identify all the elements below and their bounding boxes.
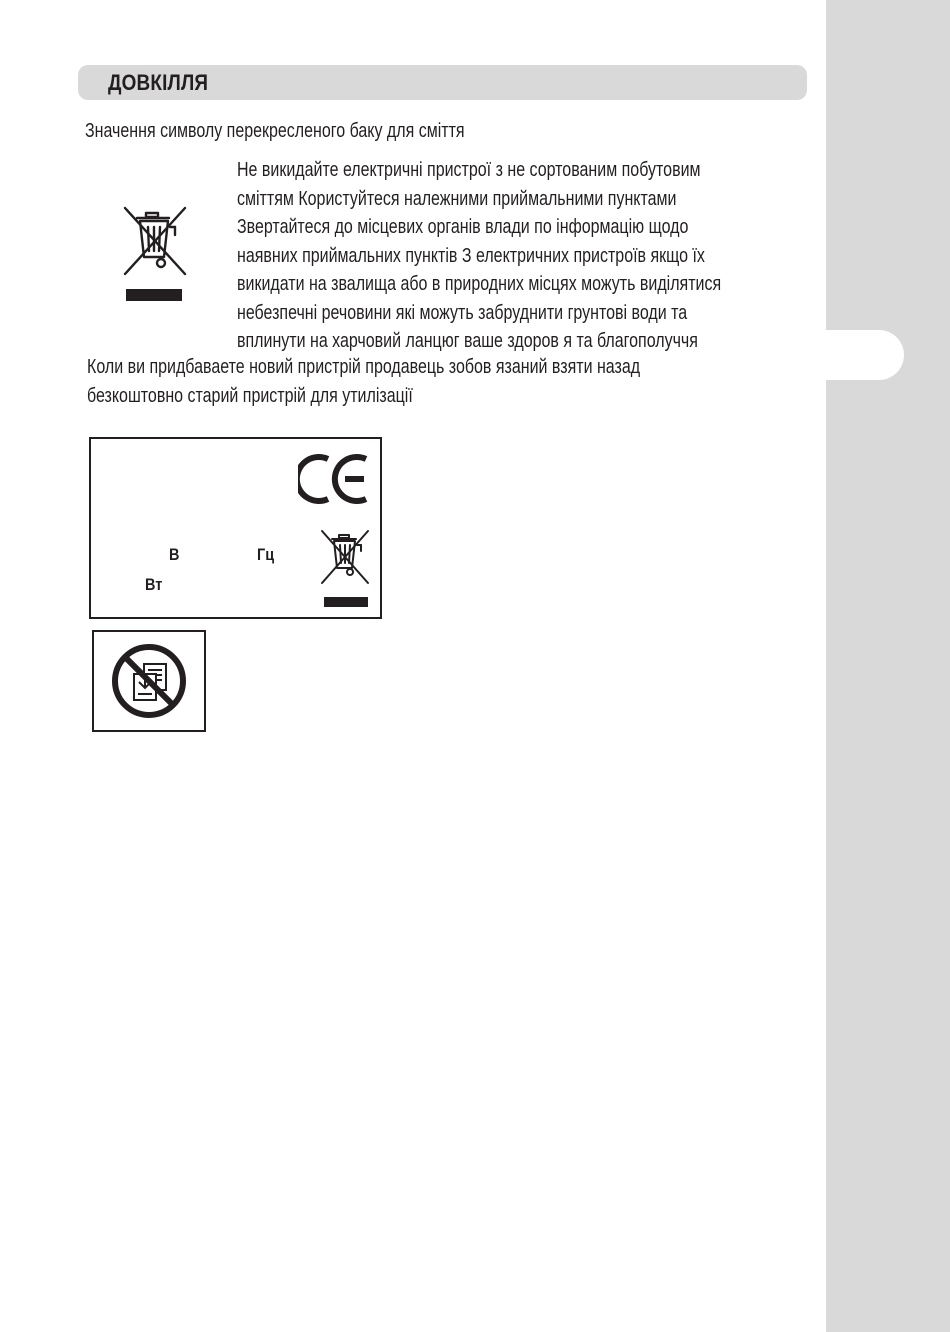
crossed-out-bin-icon [319, 529, 371, 609]
paragraph-line: викидати на звалища або в природних місцях можуть виділятися [237, 273, 722, 295]
paragraph-line: сміттям Користуйтеся належними приймальними пунктами [237, 187, 677, 210]
no-paper-icon [110, 642, 188, 720]
take-back-paragraph [87, 353, 640, 410]
power-unit-label: Вт [145, 575, 163, 594]
paragraph-line: Не викидайте електричні пристрої з не сортованим побутовим [237, 159, 701, 181]
paragraph-line: вплинути на харчовий ланцюг ваше здоров я та благополуччя [237, 330, 698, 352]
crossed-out-bin-icon [120, 205, 190, 303]
paragraph-line: Звертайтеся до місцевих органів влади по інформацію щодо [237, 216, 689, 238]
section-header [78, 65, 807, 100]
rating-plate [89, 437, 382, 619]
paragraph-line: безкоштовно старий пристрій для утилізації [87, 384, 413, 407]
frequency-unit-label: Гц [257, 545, 275, 564]
paragraph-line: небезпечні речовини які можуть забруднити грунтові води та [237, 301, 688, 324]
section-title: ДОВКІЛЛЯ [108, 70, 209, 95]
paragraph-line: наявних приймальних пунктів З електричних пристроїв якщо їх [237, 244, 705, 267]
side-margin-band [826, 0, 950, 1332]
voltage-unit-label: В [169, 545, 180, 564]
disposal-paragraph [237, 156, 721, 356]
no-paper-symbol-box [92, 630, 206, 732]
paragraph-line: Коли ви придбаваете новий пристрій продавець зобов язаний взяти назад [87, 356, 641, 378]
ce-mark-icon [298, 453, 370, 505]
intro-text: Значення символу перекресленого баку для сміття [85, 120, 465, 142]
chapter-tab [826, 330, 904, 380]
